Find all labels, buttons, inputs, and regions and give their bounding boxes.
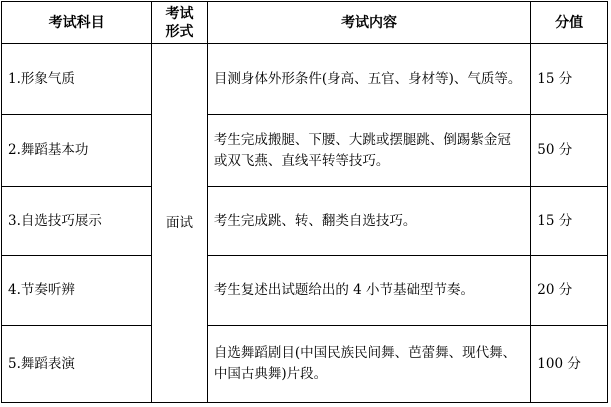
row-content: 目测身体外形条件(身高、五官、身材等)、气质等。	[207, 44, 530, 115]
row-score: 50 分	[531, 114, 608, 187]
table-row	[2, 187, 608, 256]
row-subject: 3.自选技巧展示	[2, 187, 152, 256]
row-score: 15 分	[531, 44, 608, 115]
table-row	[2, 255, 608, 326]
table-row	[2, 114, 608, 187]
header-subject: 考试科目	[2, 2, 152, 44]
row-content: 考生复述出试题给出的 4 小节基础型节奏。	[207, 255, 530, 326]
row-score: 20 分	[531, 255, 608, 326]
header-format-line2: 形式	[165, 23, 194, 40]
row-subject: 4.节奏听辨	[2, 255, 152, 326]
header-format	[152, 2, 208, 44]
exam-format-cell: 面试	[152, 44, 208, 403]
row-subject: 5.舞蹈表演	[2, 326, 152, 403]
row-subject: 2.舞蹈基本功	[2, 114, 152, 187]
header-content: 考试内容	[207, 2, 530, 44]
row-score: 15 分	[531, 187, 608, 256]
row-content: 自选舞蹈剧目(中国民族民间舞、芭蕾舞、现代舞、中国古典舞)片段。	[207, 326, 530, 403]
row-score: 100 分	[531, 326, 608, 403]
row-content: 考生完成搬腿、下腰、大跳或摆腿跳、倒踢紫金冠或双飞燕、直线平转等技巧。	[207, 114, 530, 187]
header-format-line1: 考试	[165, 5, 194, 22]
exam-table	[1, 1, 608, 403]
table-row	[2, 44, 608, 115]
table-header-row	[2, 2, 608, 44]
table-row	[2, 326, 608, 403]
header-score: 分值	[531, 2, 608, 44]
row-subject: 1.形象气质	[2, 44, 152, 115]
row-content: 考生完成跳、转、翻类自选技巧。	[207, 187, 530, 256]
